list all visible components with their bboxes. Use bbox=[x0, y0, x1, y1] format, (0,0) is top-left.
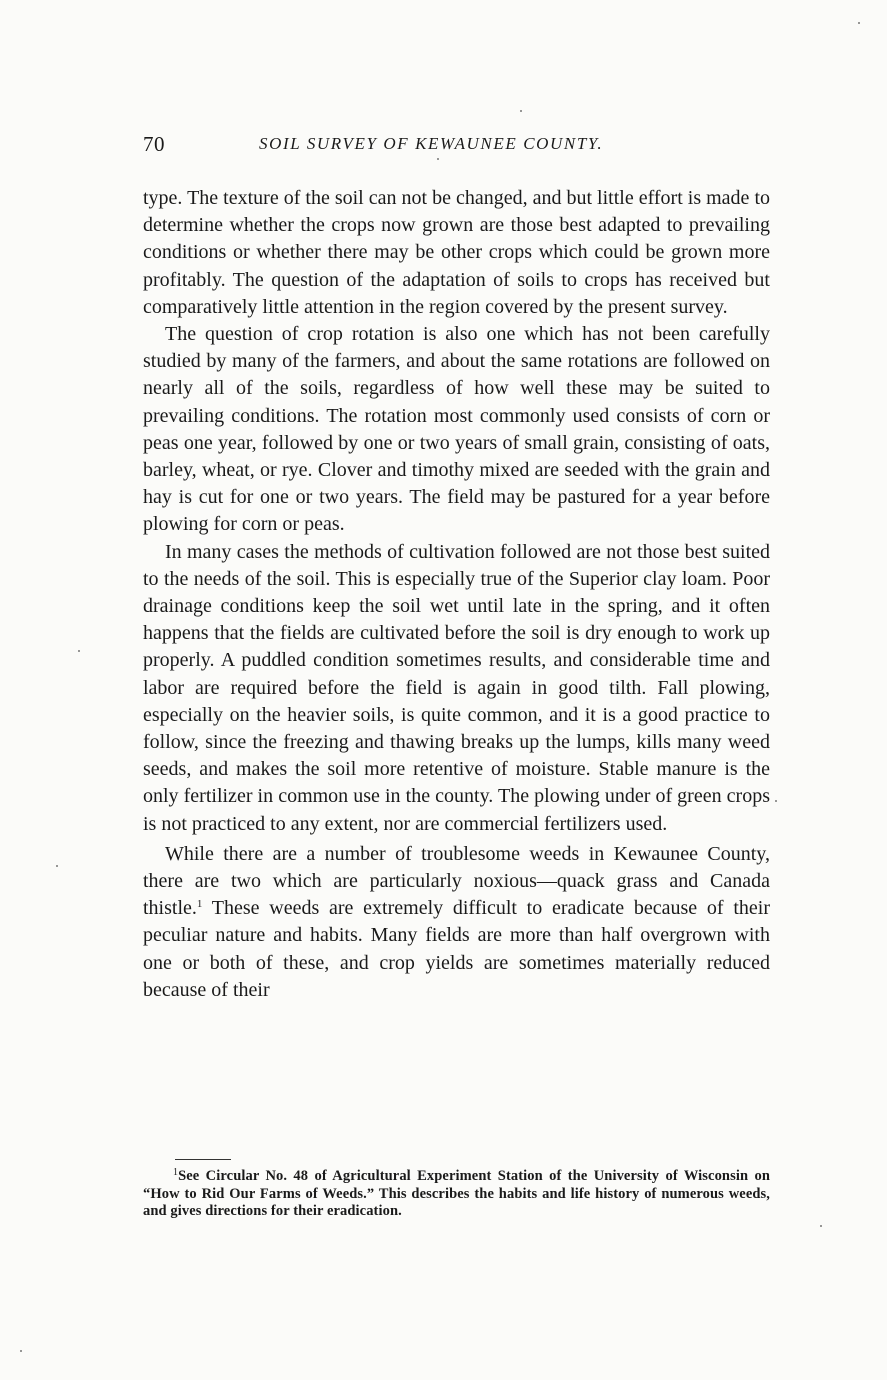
paragraph-weeds-text-end: These weeds are extremely difficult to eradicate because of their peculiar nature and habits. Many fields are more than half overgrown with one or both of these, and crop yields are sometimes materially reduced because of their bbox=[143, 897, 770, 1001]
paragraph-crop-rotation: The question of crop rotation is also one which has not been carefully studied by many of the farmers, and about the same rotations are followed on nearly all of the soils, regardless of how well these may be suited to prevailing conditions. The rotation most commonly used consists of corn or peas one year, followed by one or two years of small grain, consisting of oats, barley, wheat, or rye. Clover and timothy mixed are seeded with the grain and hay is cut for one or two years. The field may be pastured for a year before plowing for corn or peas. bbox=[143, 323, 770, 536]
footnote-indent bbox=[143, 1168, 173, 1184]
footnote-text: See Circular No. 48 of Agricultural Experiment Station of the University of Wisconsin on “How to Rid Our Farms of Weeds.” This describes the habits and life history of numerous weeds, and gives directions for their eradication. bbox=[143, 1168, 770, 1219]
footnote bbox=[143, 1168, 770, 1221]
paper-speck bbox=[437, 158, 439, 160]
body-text bbox=[143, 185, 770, 1004]
running-head bbox=[143, 132, 770, 162]
paper-speck bbox=[56, 865, 58, 867]
paper-speck bbox=[78, 650, 80, 652]
paper-speck bbox=[775, 800, 777, 802]
running-title: SOIL SURVEY OF KEWAUNEE COUNTY. bbox=[259, 134, 604, 153]
paragraph-cultivation-methods: In many cases the methods of cultivation followed are not those best suited to the needs of the soil. This is especially true of the Superior clay loam. Poor drainage conditions keep the soil wet until late in the spring, and it often happens that the fields are cultivated before the soil is dry enough to work up properly. A puddled condition sometimes results, and considerable time and labor are required before the field is again in good tilth. Fall plowing, especially on the heavier soils, is quite common, and it is a good practice to follow, since the freezing and thawing breaks up the lumps, kills many weed seeds, and makes the soil more retentive of moisture. Stable manure is the only fertilizer in common use in the county. The plowing under of green crops is not practiced to any extent, nor are commercial fertilizers used. bbox=[143, 540, 770, 835]
footnote-mark: 1 bbox=[173, 1167, 179, 1178]
paragraph-crop-adaptation: type. The texture of the soil can not be changed, and but little effort is made to determine whether the crops now grown are those best adapted to prevailing conditions or whether there may be other crops which could be grown more profitably. The question of the adaptation of soils to crops has received but comparatively little attention in the region covered by the present survey. bbox=[143, 187, 770, 318]
footnote-rule bbox=[175, 1159, 231, 1160]
paper-speck bbox=[858, 22, 860, 24]
paper-speck bbox=[520, 110, 522, 112]
paragraph-weeds-text-start: While there are a number of troublesome weeds in Kewaunee County, there are two which are particularly noxious—quack grass and Canada thistle. bbox=[143, 842, 770, 920]
paper-speck bbox=[20, 1350, 22, 1352]
page-number: 70 bbox=[143, 132, 165, 156]
footnote-reference: 1 bbox=[196, 898, 203, 911]
paper-speck bbox=[820, 1225, 822, 1227]
paragraph-weeds bbox=[143, 841, 770, 1004]
